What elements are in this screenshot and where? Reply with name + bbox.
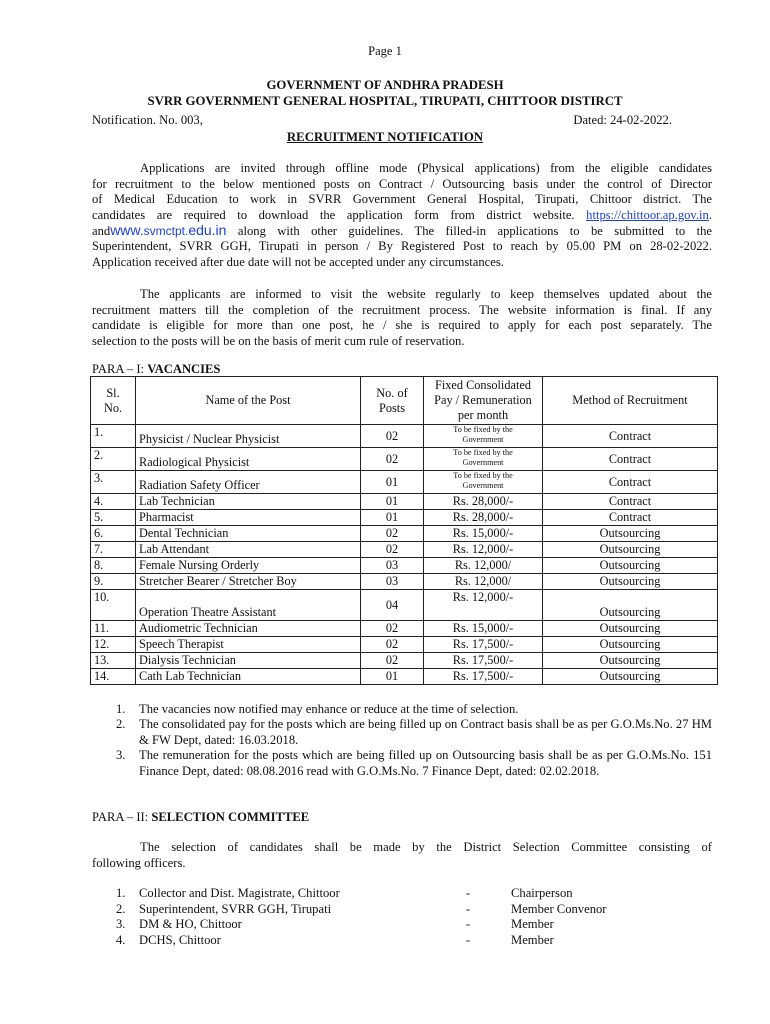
cell-sl: 6.: [91, 526, 136, 542]
intro-line: Superintendent, SVRR GGH, Tirupati in person / By Registered Post to reach by 05.00 PM on 28-02-2022.: [92, 238, 712, 253]
col-posts-line: Posts: [379, 400, 405, 415]
cell-pay: Rs. 12,000/-: [424, 542, 543, 558]
col-name: Name of the Post: [136, 377, 361, 425]
table-header-row: [91, 377, 718, 425]
cell-method: Outsourcing: [543, 621, 718, 637]
pay-note: To be fixed by the: [453, 471, 513, 480]
pay-note: Government: [462, 434, 504, 444]
intro-line: Applications are invited through offline mode (Physical applications) from the eligible candidates: [140, 161, 712, 175]
table-row: [91, 494, 718, 510]
table-row: [91, 542, 718, 558]
intro-line: for recruitment to the below mentioned posts on Contract / Outsourcing basis under the control of Director: [92, 176, 712, 191]
cell-sl: 14.: [91, 669, 136, 685]
cell-posts: 03: [361, 574, 424, 590]
intro-text: .: [708, 207, 712, 222]
pay-note: Government: [462, 480, 504, 490]
pay-note: To be fixed by the: [453, 425, 513, 434]
cell-post-name: Dental Technician: [136, 526, 361, 542]
cell-posts: 01: [361, 510, 424, 526]
member-name: DCHS, Chittoor: [139, 932, 221, 947]
table-row: [91, 471, 718, 494]
cell-sl: 5.: [91, 510, 136, 526]
document-title: RECRUITMENT NOTIFICATION: [286, 130, 484, 144]
vacancies-body: [91, 425, 718, 685]
col-sl-line: Sl.: [106, 385, 120, 400]
cell-post-name: Radiation Safety Officer: [136, 471, 361, 494]
committee-member: [116, 886, 736, 902]
cell-method: Outsourcing: [543, 669, 718, 685]
member-dash: -: [466, 932, 471, 947]
cell-post-name: Operation Theatre Assistant: [136, 590, 361, 621]
cell-method: Outsourcing: [543, 637, 718, 653]
col-posts-line: No. of: [376, 385, 408, 400]
table-row: [91, 510, 718, 526]
selection-line: following officers.: [92, 855, 186, 870]
page-number: Page 1: [368, 44, 402, 58]
intro-line: Application received after due date will not be accepted under any circumstances.: [92, 254, 504, 269]
cell-method: Contract: [543, 494, 718, 510]
cell-pay: Rs. 12,000/-: [424, 590, 543, 621]
cell-pay: Rs. 17,500/-: [424, 637, 543, 653]
cell-sl: 8.: [91, 558, 136, 574]
cell-posts: 02: [361, 425, 424, 448]
website-www: www.: [110, 222, 144, 239]
col-sl: [91, 377, 136, 425]
note-item: [116, 748, 712, 779]
para-title: VACANCIES: [147, 362, 221, 376]
committee-list: [116, 886, 736, 948]
cell-post-name: Lab Attendant: [136, 542, 361, 558]
cell-pay: Rs. 28,000/-: [424, 494, 543, 510]
member-num: 1.: [116, 886, 126, 900]
cell-method: Outsourcing: [543, 558, 718, 574]
member-dash: -: [466, 901, 471, 916]
cell-post-name: Pharmacist: [136, 510, 361, 526]
note-item: [116, 717, 712, 748]
cell-method: Contract: [543, 425, 718, 448]
cell-sl: 1.: [91, 425, 136, 448]
cell-sl: 2.: [91, 448, 136, 471]
cell-pay: Rs. 15,000/-: [424, 526, 543, 542]
table-row: [91, 558, 718, 574]
para-prefix: PARA – I:: [92, 362, 148, 376]
cell-posts: 01: [361, 669, 424, 685]
pay-note: To be fixed by the: [453, 448, 513, 457]
member-role: Chairperson: [511, 886, 573, 900]
cell-post-name: Stretcher Bearer / Stretcher Boy: [136, 574, 361, 590]
cell-pay: Rs. 17,500/-: [424, 653, 543, 669]
member-role: Member: [511, 932, 554, 947]
cell-sl: 11.: [91, 621, 136, 637]
table-row: [91, 425, 718, 448]
note-text: The vacancies now notified may enhance or reduce at the time of selection.: [139, 702, 519, 716]
note-number: 3.: [116, 748, 126, 763]
cell-pay: Rs. 28,000/-: [424, 510, 543, 526]
col-pay-line: per month: [457, 408, 509, 422]
cell-method: Outsourcing: [543, 574, 718, 590]
para2-line: candidate is eligible for more than one post, he / she is required to apply for each post separately. The: [92, 318, 712, 333]
district-website-link[interactable]: https://chittoor.ap.gov.in: [586, 207, 709, 222]
notification-date: Dated: 24-02-2022.: [573, 113, 672, 127]
vacancy-notes: [116, 702, 712, 779]
cell-method: Contract: [543, 510, 718, 526]
cell-post-name: Cath Lab Technician: [136, 669, 361, 685]
para2-line: selection to the posts will be on the basis of merit cum rule of reservation.: [92, 333, 465, 348]
committee-member: [116, 917, 736, 933]
col-method: Method of Recruitment: [543, 377, 718, 425]
member-name: Superintendent, SVRR GGH, Tirupati: [139, 901, 332, 916]
member-name: DM & HO, Chittoor: [139, 917, 242, 932]
table-row: [91, 590, 718, 621]
table-row: [91, 574, 718, 590]
cell-posts: 02: [361, 637, 424, 653]
para-prefix: PARA – II:: [92, 810, 152, 824]
table-row: [91, 669, 718, 685]
note-number: 2.: [116, 717, 126, 732]
website-tld: edu.in: [188, 222, 227, 239]
selection-line: The selection of candidates shall be made by the District Selection Committee consisting of: [140, 840, 712, 854]
cell-sl: 9.: [91, 574, 136, 590]
intro-line: of Medical Education to work in SVRR Government General Hospital, Tirupati, Chittoor district. The: [92, 192, 712, 207]
col-sl-line: No.: [103, 400, 123, 415]
col-posts: [361, 377, 424, 425]
cell-pay: [424, 471, 543, 494]
col-pay-line: Fixed Consolidated: [435, 378, 531, 392]
header-hospital: SVRR GOVERNMENT GENERAL HOSPITAL, TIRUPATI, CHITTOOR DISTIRCT: [147, 94, 623, 108]
college-website-link[interactable]: [110, 224, 226, 238]
cell-post-name: Dialysis Technician: [136, 653, 361, 669]
header-government: GOVERNMENT OF ANDHRA PRADESH: [266, 78, 504, 92]
cell-posts: 02: [361, 448, 424, 471]
member-num: 3.: [116, 917, 126, 932]
note-text: The consolidated pay for the posts which are being filled up on Contract basis shall be as per G.O.Ms.No. 27 HM & FW Dept, dated: 16.03.2018.: [139, 717, 712, 747]
cell-sl: 10.: [91, 590, 136, 621]
cell-method: Contract: [543, 471, 718, 494]
table-row: [91, 448, 718, 471]
cell-posts: 01: [361, 494, 424, 510]
cell-posts: 02: [361, 653, 424, 669]
cell-post-name: Audiometric Technician: [136, 621, 361, 637]
cell-post-name: Speech Therapist: [136, 637, 361, 653]
cell-pay: Rs. 15,000/-: [424, 621, 543, 637]
cell-sl: 7.: [91, 542, 136, 558]
intro-paragraph: [92, 161, 712, 270]
cell-post-name: Physicist / Nuclear Physicist: [136, 425, 361, 448]
cell-sl: 4.: [91, 494, 136, 510]
note-number: 1.: [116, 702, 126, 716]
cell-sl: 3.: [91, 471, 136, 494]
table-row: [91, 637, 718, 653]
cell-pay: Rs. 17,500/-: [424, 669, 543, 685]
table-row: [91, 526, 718, 542]
para2-line: recruitment matters till the completion of the recruitment process. The website information is final. If any: [92, 302, 712, 317]
member-num: 2.: [116, 901, 126, 916]
cell-post-name: Female Nursing Orderly: [136, 558, 361, 574]
para-title: SELECTION COMMITTEE: [151, 810, 310, 824]
cell-post-name: Lab Technician: [136, 494, 361, 510]
cell-pay: [424, 448, 543, 471]
cell-sl: 13.: [91, 653, 136, 669]
cell-method: Outsourcing: [543, 526, 718, 542]
cell-posts: 02: [361, 621, 424, 637]
cell-posts: 01: [361, 471, 424, 494]
member-name: Collector and Dist. Magistrate, Chittoor: [139, 886, 340, 900]
website-domain: svmctpt.: [143, 224, 189, 239]
cell-sl: 12.: [91, 637, 136, 653]
cell-pay: [424, 425, 543, 448]
intro-text: candidates are required to download the application form from district website.: [92, 207, 575, 222]
table-row: [91, 653, 718, 669]
cell-method: Contract: [543, 448, 718, 471]
vacancies-table: [90, 376, 718, 685]
member-num: 4.: [116, 932, 126, 947]
selection-heading: [92, 810, 309, 825]
cell-posts: 03: [361, 558, 424, 574]
intro-text: along with other guidelines. The filled-in applications to be submitted to the: [226, 224, 712, 239]
committee-member: [116, 902, 736, 918]
committee-member: [116, 933, 736, 949]
cell-method: Outsourcing: [543, 653, 718, 669]
selection-paragraph: [92, 840, 712, 871]
col-pay-line: Pay / Remuneration: [434, 393, 532, 407]
notification-number: Notification. No. 003,: [92, 113, 203, 127]
cell-post-name: Radiological Physicist: [136, 448, 361, 471]
cell-method: Outsourcing: [543, 590, 718, 621]
cell-pay: Rs. 12,000/: [424, 558, 543, 574]
intro-text: and: [92, 224, 111, 239]
col-pay: [424, 377, 543, 425]
note-text: The remuneration for the posts which are being filled up on Outsourcing basis shall be as per G.O.Ms.No. 151 Finance Dept, dated: 08.08.2016 read with G.O.Ms.No. 7 Finance Dept, dated: 02.02.2018.: [139, 748, 712, 778]
cell-method: Outsourcing: [543, 542, 718, 558]
para2-line: The applicants are informed to visit the website regularly to keep themselves updated about the: [140, 287, 712, 301]
member-role: Member Convenor: [511, 901, 607, 916]
member-role: Member: [511, 917, 554, 932]
cell-posts: 02: [361, 542, 424, 558]
pay-note: Government: [462, 457, 504, 467]
cell-posts: 02: [361, 526, 424, 542]
note-item: [116, 702, 712, 717]
member-dash: -: [466, 917, 471, 932]
intro-line: [92, 208, 712, 224]
member-dash: -: [466, 886, 471, 900]
table-row: [91, 621, 718, 637]
applicants-paragraph: [92, 287, 712, 349]
cell-pay: Rs. 12,000/: [424, 574, 543, 590]
cell-posts: 04: [361, 590, 424, 621]
intro-line: [92, 223, 712, 239]
